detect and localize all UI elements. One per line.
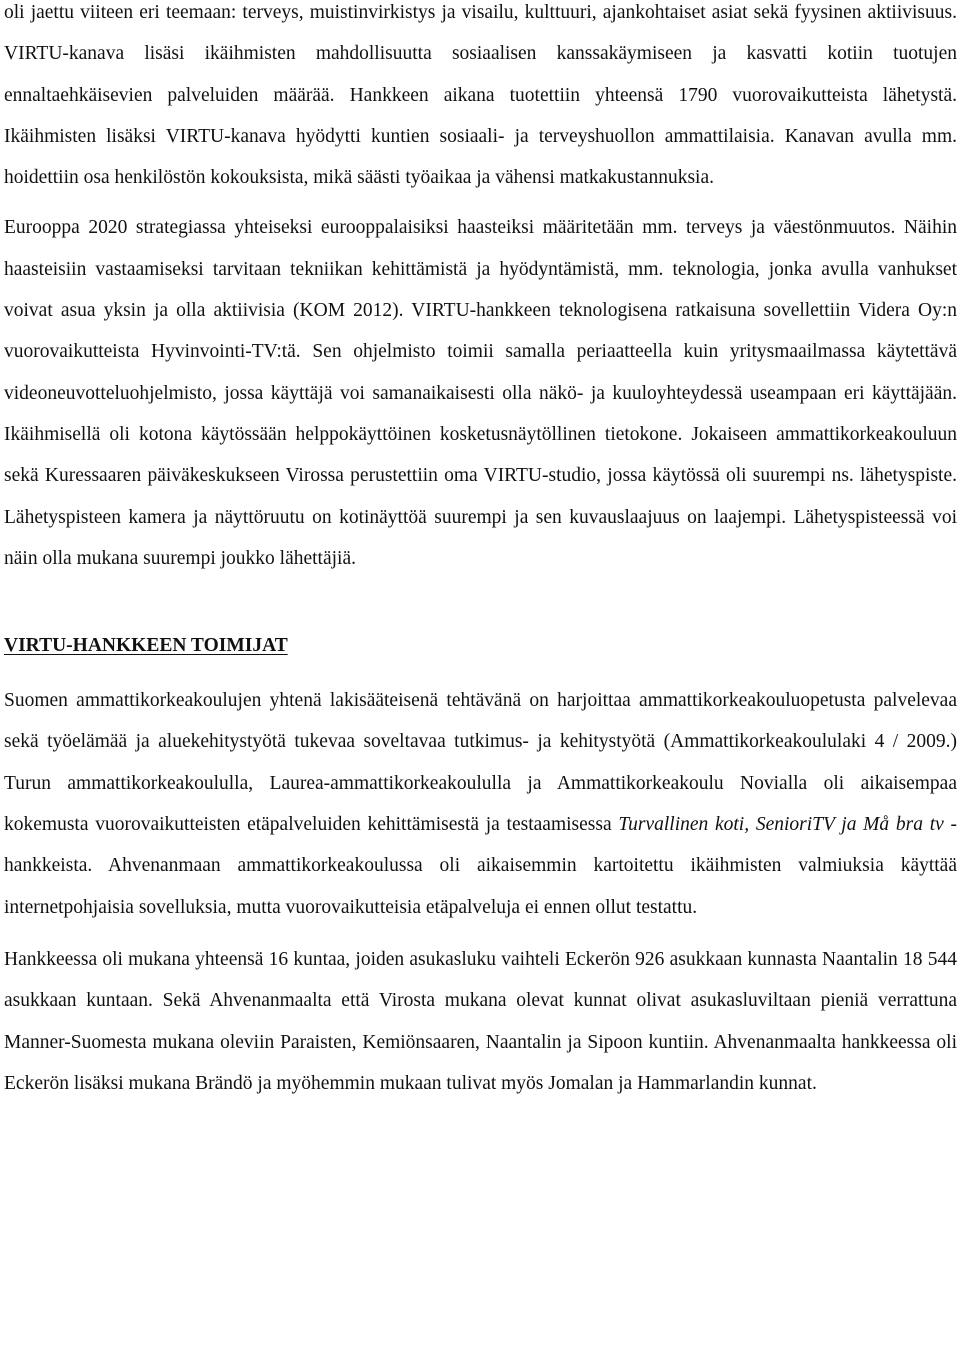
- paragraph-text: Suomen ammattikorkeakoulujen yhtenä lakisääteisenä tehtävänä on harjoittaa ammattikorkeakouluopetusta palvelevaa sekä työelämää ja aluekehitystyötä tukevaa soveltavaa tutkimus- ja kehitystyötä (Ammattikorkeakoululaki 4 / 2009.) Turun ammattikorkeakoululla, Laurea-ammattikorkeakoululla ja Ammattikorkeakoulu Novialla oli aikaisempaa kokemusta vuorovaikutteisten etäpalveluiden kehittämisestä ja testaamisessa: [4, 690, 957, 836]
- body-paragraph: Hankkeessa oli mukana yhteensä 16 kuntaa, joiden asukasluku vaihteli Eckerön 926 asukkaan kunnasta Naantalin 18 544 asukkaan kuntaan. Sekä Ahvenanmaalta että Virosta mukana olevat kunnat olivat asukasluviltaan pieniä verrattuna Manner-Suomesta mukana oleviin Paraisten, Kemiönsaaren, Naantalin ja Sipoon kuntiin. Ahvenanmaalta hankkeessa oli Eckerön lisäksi mukana Brändö ja myöhemmin mukaan tulivat myös Jomalan ja Hammarlandin kunnat.: [4, 948, 957, 1094]
- document-page: [4, 0, 957, 1104]
- body-paragraph: oli jaettu viiteen eri teemaan: terveys, muistinvirkistys ja visailu, kulttuuri, ajankohtaiset asiat sekä fyysinen aktiivisuus. VIRTU-kanava lisäsi ikäihmisten mahdollisuutta sosiaalisen kanssakäymiseen ja kasvatti kotiin tuotujen ennaltaehkäisevien palveluiden määrää. Hankkeen aikana tuotettiin yhteensä 1790 vuorovaikutteista lähetystä. Ikäihmisten lisäksi VIRTU-kanava hyödytti kuntien sosiaali- ja terveyshuollon ammattilaisia. Kanavan avulla mm. hoidettiin osa henkilöstön kokouksista, mikä säästi työaikaa ja vähensi matkakustannuksia.: [4, 2, 957, 189]
- italic-project-names: Turvallinen koti, SenioriTV ja Må bra tv: [618, 814, 944, 836]
- section-heading: VIRTU-HANKKEEN TOIMIJAT: [4, 635, 288, 657]
- body-paragraph: [4, 680, 957, 928]
- body-paragraph: Eurooppa 2020 strategiassa yhteiseksi eurooppalaisiksi haasteiksi määritetään mm. terveys ja väestönmuutos. Näihin haasteisiin vastaamiseksi tarvitaan tekniikan kehittämistä ja hyödyntämistä, mm. teknologia, jonka avulla vanhukset voivat asua yksin ja olla aktiivisia (KOM 2012). VIRTU-hankkeen teknologisena ratkaisuna sovellettiin Videra Oy:n vuorovaikutteista Hyvinvointi-TV:tä. Sen ohjelmisto toimii samalla periaatteella kuin yritysmaailmassa käytettävä videoneuvotteluohjelmisto, jossa käyttäjä voi samanaikaisesti olla näkö- ja kuuloyhteydessä useampaan eri käyttäjään. Ikäihmisellä oli kotona käytössään helppokäyttöinen kosketusnäytöllinen tietokone. Jokaiseen ammattikorkeakouluun sekä Kuressaaren päiväkeskukseen Virossa perustettiin oma VIRTU-studio, jossa käytössä oli suurempi ns. lähetyspiste. Lähetyspisteen kamera ja näyttöruutu on kotinäyttöä suurempi ja sen kuvauslaajuus on laajempi. Lähetyspisteessä voi näin olla mukana suurempi joukko lähettäjiä.: [4, 217, 957, 569]
- paragraph-text: -hankkeista. Ahvenanmaan ammattikorkeakoulussa oli aikaisemmin kartoitettu ikäihmisten valmiuksia käyttää internetpohjaisia sovelluksia, mutta vuorovaikutteisia etäpalveluja ei ennen ollut testattu.: [4, 814, 957, 918]
